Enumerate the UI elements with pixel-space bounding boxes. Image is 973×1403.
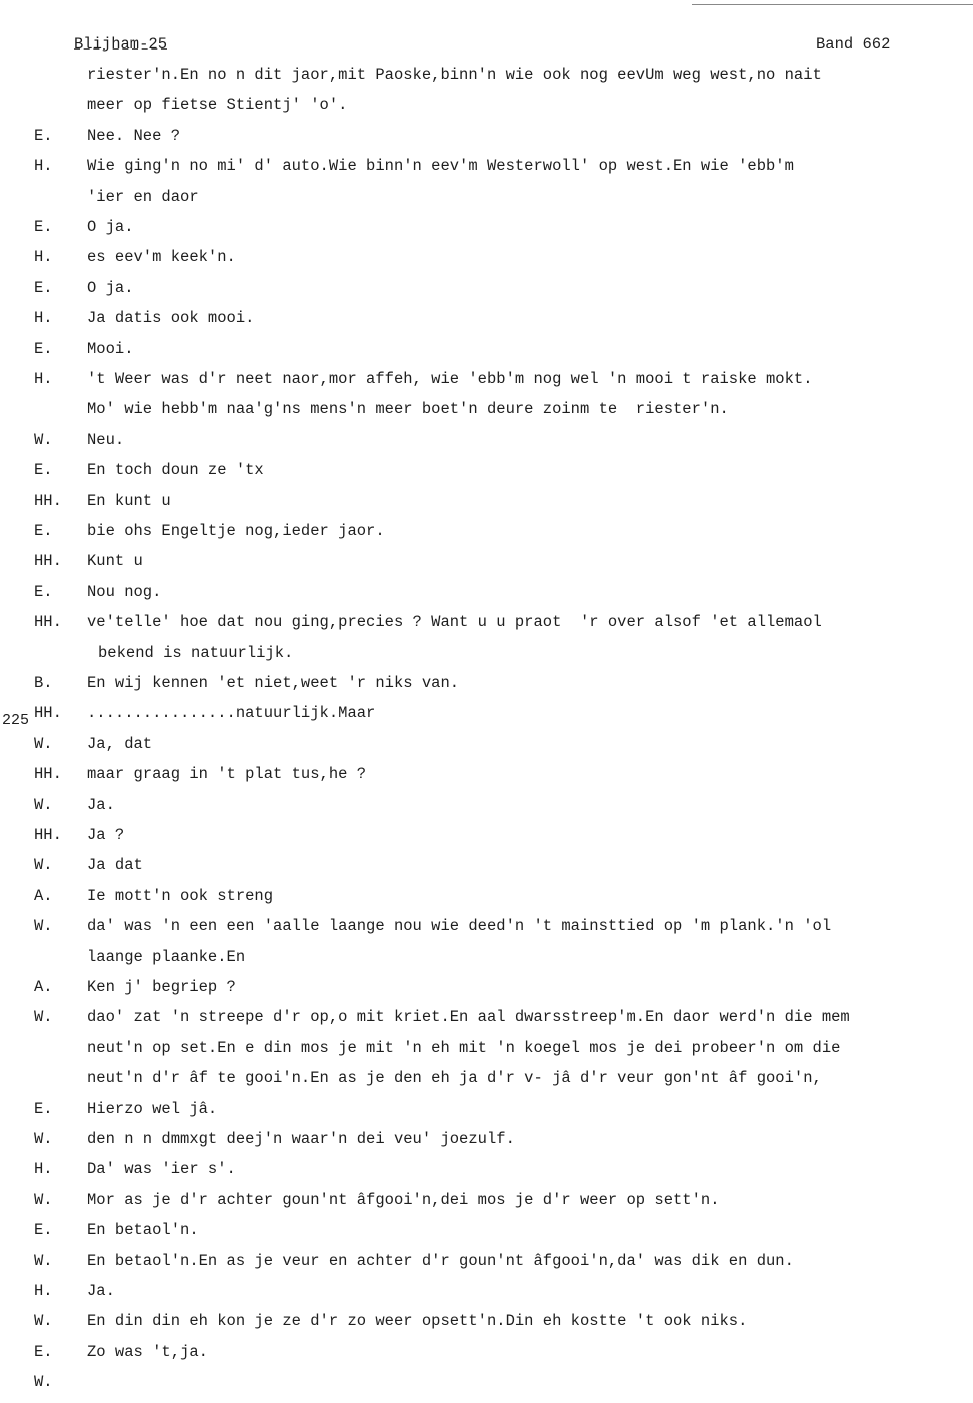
utterance-text: Nee. Nee ?	[87, 127, 181, 145]
utterance-text: En toch doun ze 'tx	[87, 461, 264, 479]
utterance-text: 'ier en daor	[87, 188, 199, 206]
utterance-text: neut'n op set.En e din mos je mit 'n eh mit 'n koegel mos je dei probeer'n om die	[87, 1039, 841, 1057]
transcript-line	[0, 917, 973, 947]
speaker-label: HH.	[34, 765, 62, 783]
utterance-text: bie ohs Engeltje nog,ieder jaor.	[87, 522, 385, 540]
transcript-line	[0, 1039, 973, 1069]
utterance-text: maar graag in 't plat tus,he ?	[87, 765, 367, 783]
transcript-line	[0, 400, 973, 430]
speaker-label: E.	[34, 1221, 53, 1239]
speaker-label: W.	[34, 1312, 53, 1330]
transcript-line	[0, 735, 973, 765]
speaker-label: E.	[34, 522, 53, 540]
transcript-line	[0, 370, 973, 400]
utterance-text: dao' zat 'n streepe d'r op,o mit kriet.En aal dwarsstreep'm.En daor werd'n die mem	[87, 1008, 850, 1026]
utterance-text: Ja ?	[87, 826, 125, 844]
speaker-label: HH.	[34, 704, 62, 722]
speaker-label: H.	[34, 1282, 53, 1300]
transcript-line	[0, 1221, 973, 1251]
speaker-label: E.	[34, 218, 53, 236]
utterance-text: riester'n.En no n dit jaor,mit Paoske,binn'n wie ook nog eevUm weg west,no nait	[87, 66, 822, 84]
utterance-text: Zo was 't,ja.	[87, 1343, 208, 1361]
transcript-line	[0, 461, 973, 491]
utterance-text: den n n dmmxgt deej'n waar'n dei veu' joezulf.	[87, 1130, 515, 1148]
transcript-line	[0, 66, 973, 96]
utterance-text: Ja, dat	[87, 735, 153, 753]
transcript-line	[0, 96, 973, 126]
utterance-text: Mo' wie hebb'm naa'g'ns mens'n meer boet'n deure zoinm te riester'n.	[87, 400, 729, 418]
speaker-label: H.	[34, 248, 53, 266]
utterance-text: da' was 'n een een 'aalle laange nou wie deed'n 't mainsttied op 'm plank.'n 'ol	[87, 917, 832, 935]
speaker-label: E.	[34, 1343, 53, 1361]
speaker-label: W.	[34, 1252, 53, 1270]
transcript-line	[0, 431, 973, 461]
speaker-label: B.	[34, 674, 53, 692]
transcript-line	[0, 978, 973, 1008]
transcript-line	[0, 644, 973, 674]
utterance-text: es eev'm keek'n.	[87, 248, 236, 266]
speaker-label: A.	[34, 978, 53, 996]
speaker-label: E.	[34, 1100, 53, 1118]
utterance-text: Ja datis ook mooi.	[87, 309, 255, 327]
utterance-text: En din din eh kon je ze d'r zo weer opsett'n.Din eh kostte 't ook niks.	[87, 1312, 748, 1330]
transcript-line	[0, 522, 973, 552]
band-label: Band 662	[816, 35, 891, 53]
speaker-label: HH.	[34, 492, 62, 510]
transcript-line	[0, 309, 973, 339]
utterance-text: Ja dat	[87, 856, 143, 874]
transcript-line	[0, 492, 973, 522]
speaker-label: W.	[34, 917, 53, 935]
utterance-text: Ken j' begriep ?	[87, 978, 236, 996]
transcript-line	[0, 1312, 973, 1342]
utterance-text: ................natuurlijk.Maar	[87, 704, 376, 722]
speaker-label: W.	[34, 1191, 53, 1209]
utterance-text: En betaol'n.En as je veur en achter d'r goun'nt âfgooi'n,da' was dik en dun.	[87, 1252, 794, 1270]
utterance-text: Ie mott'n ook streng	[87, 887, 274, 905]
utterance-text: Neu.	[87, 431, 125, 449]
utterance-text: Ja.	[87, 796, 115, 814]
utterance-text: Hierzo wel jâ.	[87, 1100, 218, 1118]
transcript-line	[0, 157, 973, 187]
transcript-line	[0, 279, 973, 309]
margin-number: 225	[2, 712, 30, 729]
transcript-line	[0, 826, 973, 856]
speaker-label: H.	[34, 1160, 53, 1178]
utterance-text: O ja.	[87, 279, 134, 297]
utterance-text: 't Weer was d'r neet naor,mor affeh, wie 'ebb'm nog wel 'n mooi t raiske mokt.	[87, 370, 813, 388]
utterance-text: Ja.	[87, 1282, 115, 1300]
utterance-text: neut'n d'r âf te gooi'n.En as je den eh ja d'r v- jâ d'r veur gon'nt âf gooi'n,	[87, 1069, 822, 1087]
speaker-label: E.	[34, 127, 53, 145]
utterance-text: En wij kennen 'et niet,weet 'r niks van.	[87, 674, 460, 692]
transcript-line	[0, 1343, 973, 1373]
transcript-line	[0, 1069, 973, 1099]
transcript-line	[0, 1008, 973, 1038]
transcript-line	[0, 218, 973, 248]
transcript-line	[0, 1100, 973, 1130]
utterance-text: Mor as je d'r achter goun'nt âfgooi'n,dei mos je d'r weer op sett'n.	[87, 1191, 720, 1209]
speaker-label: W.	[34, 1008, 53, 1026]
speaker-label: E.	[34, 340, 53, 358]
transcript-line	[0, 1191, 973, 1221]
speaker-label: H.	[34, 157, 53, 175]
speaker-label: H.	[34, 309, 53, 327]
speaker-label: A.	[34, 887, 53, 905]
transcript-line	[0, 948, 973, 978]
transcript-line	[0, 765, 973, 795]
speaker-label: HH.	[34, 552, 62, 570]
transcript-line	[0, 704, 973, 734]
transcript-line	[0, 340, 973, 370]
speaker-label: W.	[34, 856, 53, 874]
transcript-line	[0, 127, 973, 157]
transcript-line	[0, 583, 973, 613]
speaker-label: H.	[34, 370, 53, 388]
transcript-line	[0, 1160, 973, 1190]
utterance-text: O ja.	[87, 218, 134, 236]
transcript-line	[0, 188, 973, 218]
speaker-label: W.	[34, 796, 53, 814]
speaker-label: W.	[34, 431, 53, 449]
transcript-line	[0, 856, 973, 886]
speaker-label: HH.	[34, 613, 62, 631]
transcript-line	[0, 1282, 973, 1312]
utterance-text: bekend is natuurlijk.	[98, 644, 294, 662]
utterance-text: Kunt u	[87, 552, 143, 570]
transcript-line	[0, 1373, 973, 1403]
speaker-label: E.	[34, 279, 53, 297]
utterance-text: ve'telle' hoe dat nou ging,precies ? Want u u praot 'r over alsof 'et allemaol	[87, 613, 822, 631]
utterance-text: Da' was 'ier s'.	[87, 1160, 236, 1178]
utterance-text: Wie ging'n no mi' d' auto.Wie binn'n eev'm Westerwoll' op west.En wie 'ebb'm	[87, 157, 794, 175]
speaker-label: W.	[34, 1373, 53, 1391]
speaker-label: W.	[34, 735, 53, 753]
transcript-line	[0, 552, 973, 582]
utterance-text: Mooi.	[87, 340, 134, 358]
utterance-text: En kunt u	[87, 492, 171, 510]
transcript-line	[0, 1252, 973, 1282]
utterance-text: En betaol'n.	[87, 1221, 199, 1239]
transcript-line	[0, 248, 973, 278]
utterance-text: Nou nog.	[87, 583, 162, 601]
transcript-line	[0, 1130, 973, 1160]
document-title: Blijham-25	[74, 35, 168, 53]
top-rule	[692, 4, 973, 5]
transcript-line	[0, 613, 973, 643]
speaker-label: W.	[34, 1130, 53, 1148]
utterance-text: laange plaanke.En	[87, 948, 246, 966]
speaker-label: E.	[34, 583, 53, 601]
transcript-line	[0, 796, 973, 826]
transcript-line	[0, 887, 973, 917]
utterance-text: meer op fietse Stientj' 'o'.	[87, 96, 348, 114]
speaker-label: E.	[34, 461, 53, 479]
speaker-label: HH.	[34, 826, 62, 844]
transcript-line	[0, 674, 973, 704]
